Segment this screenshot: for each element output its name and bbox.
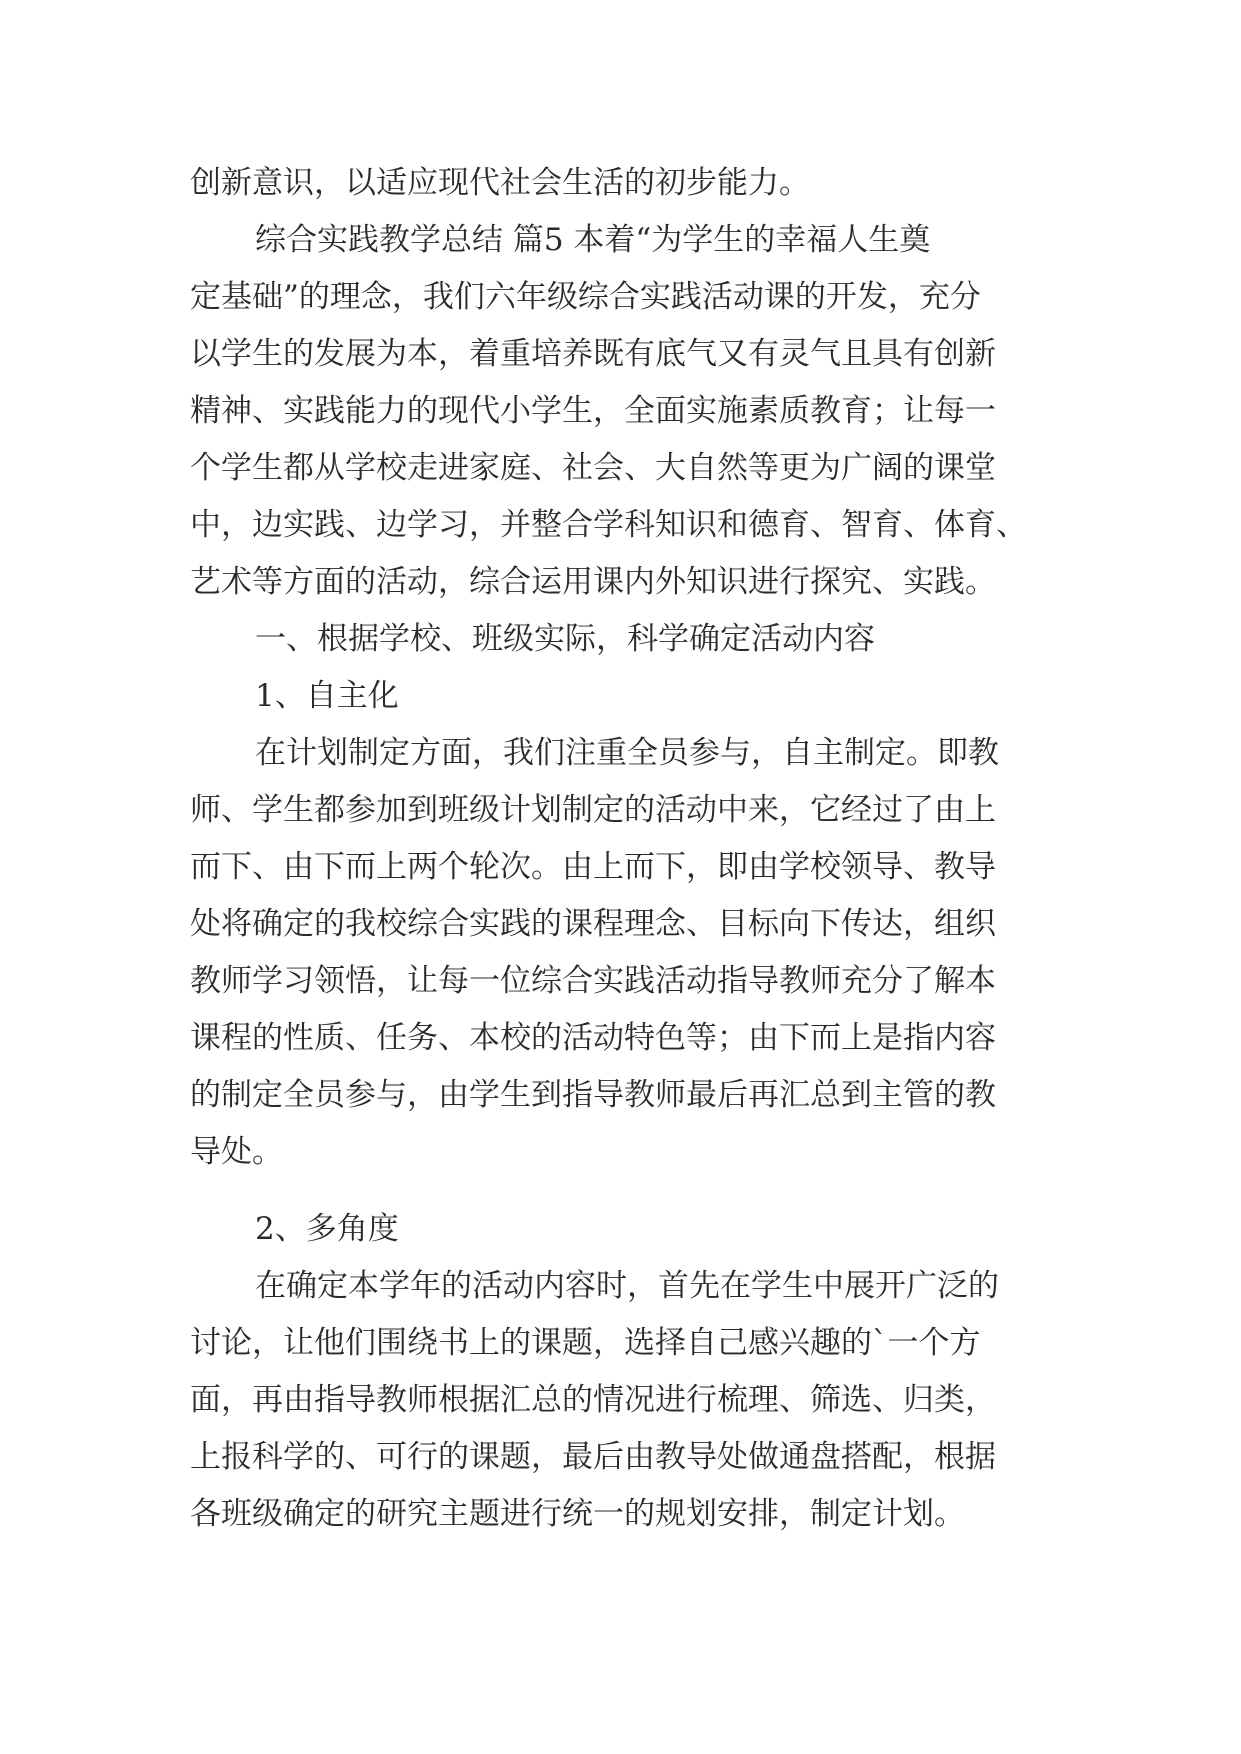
text-line-5: 精神、实践能力的现代小学生，全面实施素质教育；让每一 [190, 393, 996, 429]
text-line-16: 课程的性质、任务、本校的活动特色等；由下而上是指内容 [190, 1020, 996, 1056]
text-line-8: 艺术等方面的活动，综合运用课内外知识进行探究、实践。 [190, 564, 996, 600]
text-line-12: 师、学生都参加到班级计划制定的活动中来，它经过了由上 [190, 792, 996, 828]
text-line-1: 创新意识，以适应现代社会生活的初步能力。 [190, 165, 810, 201]
text-line-4: 以学生的发展为本，着重培养既有底气又有灵气且具有创新 [190, 336, 996, 372]
text-line-20: 在确定本学年的活动内容时，首先在学生中展开广泛的 [255, 1268, 999, 1304]
section-heading-1: 一、根据学校、班级实际，科学确定活动内容 [255, 621, 875, 657]
text-line-3: 定基础”的理念，我们六年级综合实践活动课的开发，充分 [190, 279, 981, 315]
text-line-23: 上报科学的、可行的课题，最后由教导处做通盘搭配，根据 [190, 1439, 996, 1475]
text-line-6: 个学生都从学校走进家庭、社会、大自然等更为广阔的课堂 [190, 450, 996, 486]
text-line-7: 中，边实践、边学习，并整合学科知识和德育、智育、体育、 [190, 507, 1027, 543]
text-line-13: 而下、由下而上两个轮次。由上而下，即由学校领导、教导 [190, 849, 996, 885]
text-line-22: 面，再由指导教师根据汇总的情况进行梳理、筛选、归类， [190, 1382, 996, 1418]
text-line-14: 处将确定的我校综合实践的课程理念、目标向下传达，组织 [190, 906, 996, 942]
text-line-21: 讨论，让他们围绕书上的课题，选择自己感兴趣的`一个方 [190, 1325, 981, 1361]
text-line-24: 各班级确定的研究主题进行统一的规划安排，制定计划。 [190, 1496, 965, 1532]
text-line-15: 教师学习领悟，让每一位综合实践活动指导教师充分了解本 [190, 963, 996, 999]
text-line-17: 的制定全员参与，由学生到指导教师最后再汇总到主管的教 [190, 1077, 996, 1113]
text-line-18: 导处。 [190, 1134, 283, 1170]
subheading-2: 2、多角度 [255, 1211, 399, 1247]
text-line-11: 在计划制定方面，我们注重全员参与，自主制定。即教 [255, 735, 999, 771]
text-line-2: 综合实践教学总结 篇5 本着“为学生的幸福人生奠 [255, 222, 931, 258]
subheading-1: 1、自主化 [255, 678, 399, 714]
